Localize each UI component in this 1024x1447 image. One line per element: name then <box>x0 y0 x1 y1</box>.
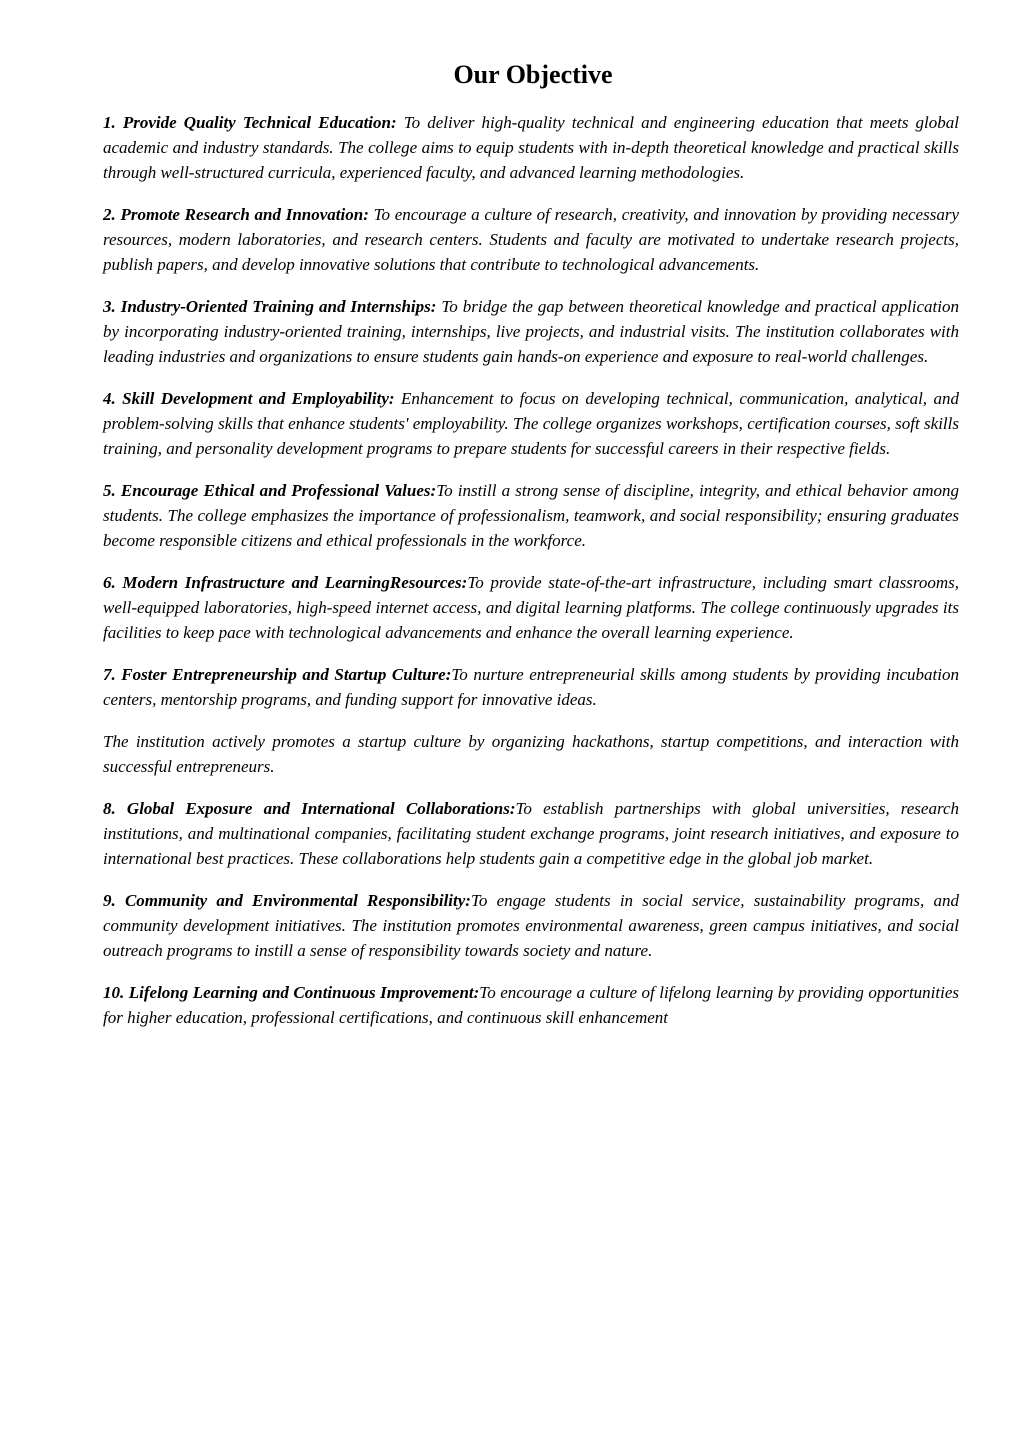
objective-paragraph-5 <box>103 478 959 553</box>
objective-text: To engage students in social service, sustainability programs, and community development initiatives. The institution promotes environmental awareness, green campus initiatives, and social outreach programs to instill a sense of responsibility towards society and nature. <box>103 891 959 960</box>
objective-heading: 6. Modern Infrastructure and LearningResources: <box>103 573 468 592</box>
objective-text: To deliver high-quality technical and engineering education that meets global academic and industry standards. The college aims to equip students with in-depth theoretical knowledge and practical skills through well-structured curricula, experienced faculty, and advanced learning methodologies. <box>103 113 959 182</box>
objective-paragraph-7-continued <box>103 729 959 779</box>
objective-text: To nurture entrepreneurial skills among students by providing incubation centers, mentorship programs, and funding support for innovative ideas. <box>103 665 960 709</box>
objective-text: To encourage a culture of research, creativity, and innovation by providing necessary resources, modern laboratories, and research centers. Students and faculty are motivated to undertake research projects, publish papers, and develop innovative solutions that contribute to technological advancements. <box>103 205 959 274</box>
document-page <box>103 58 959 1047</box>
objective-paragraph-3 <box>103 294 959 369</box>
objective-paragraph-1 <box>103 110 959 185</box>
objective-heading: 7. Foster Entrepreneurship and Startup Culture: <box>103 665 452 684</box>
objective-paragraph-4 <box>103 386 959 461</box>
objective-heading: 2. Promote Research and Innovation: <box>103 205 369 224</box>
objective-paragraph-10 <box>103 980 959 1030</box>
objective-heading: 4. Skill Development and Employability: <box>103 389 395 408</box>
objective-heading: 3. Industry-Oriented Training and Internships: <box>103 297 437 316</box>
objective-heading: 10. Lifelong Learning and Continuous Improvement: <box>103 983 480 1002</box>
objective-heading: 9. Community and Environmental Responsibility: <box>103 891 471 910</box>
objective-text: To instill a strong sense of discipline, integrity, and ethical behavior among students. The college emphasizes the importance of professionalism, teamwork, and social responsibility; ensuring graduates become responsible citizens and ethical professionals in the workforce. <box>103 481 959 550</box>
objective-heading: 5. Encourage Ethical and Professional Values: <box>103 481 437 500</box>
objective-paragraph-6 <box>103 570 959 645</box>
objective-text: The institution actively promotes a startup culture by organizing hackathons, startup competitions, and interaction with successful entrepreneurs. <box>103 732 959 776</box>
objective-heading: 8. Global Exposure and International Collaborations: <box>103 799 516 818</box>
objective-text: To provide state-of-the-art infrastructure, including smart classrooms, well-equipped laboratories, high-speed internet access, and digital learning platforms. The college continuously upgrades its facilities to keep pace with technological advancements and enhance the overall learning experience. <box>103 573 959 642</box>
objective-text: To bridge the gap between theoretical knowledge and practical application by incorporating industry-oriented training, internships, live projects, and industrial visits. The institution collaborates with leading industries and organizations to ensure students gain hands-on experience and exposure to real-world challenges. <box>103 297 959 366</box>
page-title: Our Objective <box>453 60 613 89</box>
objective-paragraph-8 <box>103 796 959 871</box>
objective-heading: 1. Provide Quality Technical Education: <box>103 113 397 132</box>
objective-text: To encourage a culture of lifelong learning by providing opportunities for higher education, professional certifications, and continuous skill enhancement <box>103 983 959 1027</box>
objective-paragraph-7 <box>103 662 959 712</box>
objective-text: To establish partnerships with global universities, research institutions, and multinational companies, facilitating student exchange programs, joint research initiatives, and exposure to international best practices. These collaborations help students gain a competitive edge in the global job market. <box>103 799 959 868</box>
objective-paragraph-9 <box>103 888 959 963</box>
objective-text: Enhancement to focus on developing technical, communication, analytical, and problem-solving skills that enhance students' employability. The college organizes workshops, certification courses, soft skills training, and personality development programs to prepare students for successful careers in their respective fields. <box>103 389 959 458</box>
objective-paragraph-2 <box>103 202 959 277</box>
